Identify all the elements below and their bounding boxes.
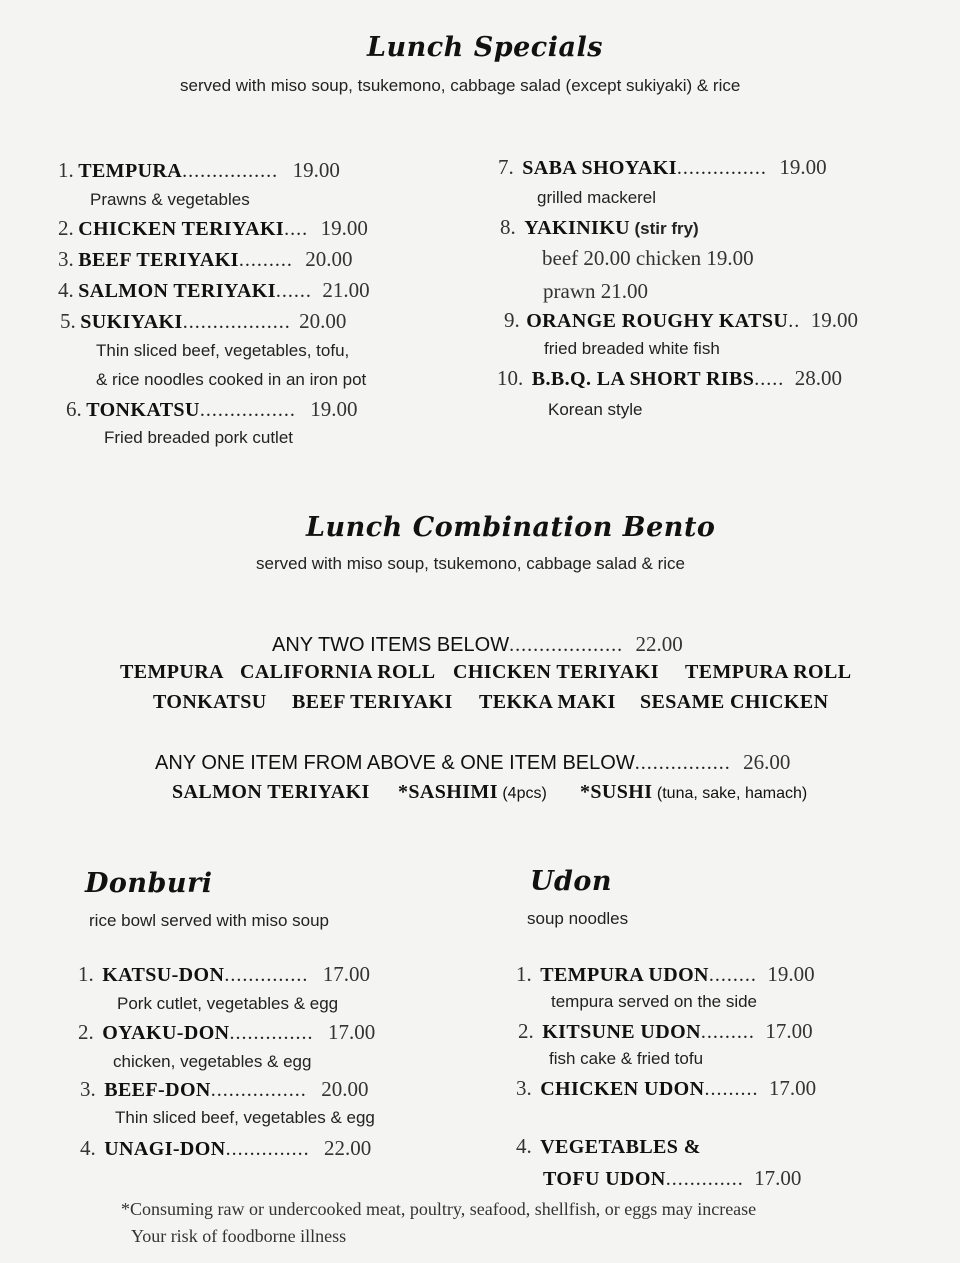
- item-name: SUKIYAKI: [80, 311, 183, 333]
- lunch-specials-subtitle: served with miso soup, tsukemono, cabbage salad (except sukiyaki) & rice: [180, 76, 741, 95]
- item-price: 21.00: [322, 278, 370, 302]
- menu-item: [58, 278, 370, 303]
- item-price-options: prawn 21.00: [543, 279, 648, 303]
- item-number: 8.: [500, 215, 516, 239]
- item-price: 17.00: [327, 1020, 376, 1044]
- bento-option: TONKATSU: [153, 691, 267, 713]
- bento-one-item-dots: ................: [634, 752, 731, 774]
- bento-title: Lunch Combination Bento: [306, 512, 716, 543]
- item-name: ORANGE ROUGHY KATSU: [526, 310, 789, 332]
- donburi-subtitle: rice bowl served with miso soup: [89, 911, 329, 930]
- bento-one-item-price: 26.00: [743, 750, 791, 774]
- item-number: 6.: [66, 397, 82, 421]
- bento-extra-name: *SASHIMI: [398, 781, 498, 803]
- item-name: KATSU-DON: [102, 964, 225, 986]
- item-price-options: beef 20.00 chicken 19.00: [542, 246, 754, 270]
- item-number: 1.: [516, 962, 532, 986]
- item-number: 4.: [516, 1134, 532, 1158]
- menu-item: [78, 962, 370, 987]
- item-name: B.B.Q. LA SHORT RIBS: [531, 368, 755, 390]
- item-name: BEEF TERIYAKI: [78, 249, 239, 271]
- menu-item: [80, 1077, 368, 1102]
- item-dots: ................: [210, 1079, 307, 1101]
- item-price: 17.00: [322, 962, 371, 986]
- item-description: Pork cutlet, vegetables & egg: [117, 994, 339, 1013]
- item-price: 20.00: [321, 1077, 369, 1101]
- bento-one-item-label: ANY ONE ITEM FROM ABOVE & ONE ITEM BELOW: [155, 752, 635, 774]
- item-name: TOFU UDON: [543, 1168, 666, 1190]
- item-price: 17.00: [765, 1019, 813, 1043]
- item-number: 10.: [497, 366, 524, 390]
- item-dots: .........: [238, 249, 293, 271]
- item-description: Thin sliced beef, vegetables & egg: [115, 1108, 375, 1127]
- item-price: 20.00: [305, 247, 353, 271]
- menu-item: [66, 397, 358, 422]
- item-name: CHICKEN TERIYAKI: [78, 218, 285, 240]
- item-description: chicken, vegetables & egg: [113, 1052, 312, 1071]
- menu-item: [78, 1020, 375, 1045]
- udon-title: Udon: [530, 866, 613, 897]
- item-name: SABA SHOYAKI: [522, 157, 677, 179]
- item-name: TONKATSU: [86, 399, 200, 421]
- item-name: KITSUNE UDON: [542, 1021, 701, 1043]
- bento-subtitle: served with miso soup, tsukemono, cabbage salad & rice: [256, 554, 686, 573]
- bento-extra-note: (tuna, sake, hamach): [656, 785, 808, 802]
- bento-extra-option: [398, 781, 547, 804]
- item-price: 19.00: [810, 308, 858, 332]
- bento-option: BEEF TERIYAKI: [292, 691, 453, 713]
- item-number: 9.: [504, 308, 520, 332]
- menu-item: [498, 155, 827, 180]
- item-number: 4.: [58, 278, 74, 302]
- bento-option: SESAME CHICKEN: [640, 691, 829, 713]
- item-note: (stir fry): [634, 219, 699, 238]
- item-price: 28.00: [794, 366, 842, 390]
- food-safety-note: *Consuming raw or undercooked meat, poultry, seafood, shellfish, or eggs may increase: [121, 1199, 757, 1219]
- item-description: fish cake & fried tofu: [549, 1049, 704, 1068]
- bento-option: TEKKA MAKI: [479, 691, 616, 713]
- item-number: 1.: [58, 158, 74, 182]
- menu-item-continued: [543, 1166, 801, 1191]
- bento-extra-note: (4pcs): [502, 785, 547, 802]
- menu-item: [60, 309, 346, 334]
- item-description: Prawns & vegetables: [90, 190, 250, 209]
- item-dots: ..............: [229, 1022, 314, 1044]
- item-number: 3.: [516, 1076, 532, 1100]
- bento-option: TEMPURA: [120, 661, 224, 683]
- item-description: Fried breaded pork cutlet: [104, 428, 293, 447]
- item-description: fried breaded white fish: [544, 339, 720, 358]
- item-price: 17.00: [754, 1166, 802, 1190]
- item-price: 19.00: [767, 962, 815, 986]
- item-price: 17.00: [768, 1076, 817, 1100]
- bento-option: TEMPURA ROLL: [685, 661, 852, 683]
- item-name: BEEF-DON: [104, 1079, 211, 1101]
- bento-two-items-line: [272, 632, 683, 657]
- item-number: 4.: [80, 1136, 96, 1160]
- item-name: CHICKEN UDON: [540, 1078, 705, 1100]
- item-price: 22.00: [324, 1136, 372, 1160]
- item-dots: ....: [284, 218, 309, 240]
- donburi-title: Donburi: [85, 868, 213, 899]
- item-price: 20.00: [299, 309, 347, 333]
- item-dots: ........: [708, 964, 757, 986]
- item-description: Korean style: [548, 400, 643, 419]
- menu-item: [58, 247, 353, 272]
- item-name: TEMPURA: [78, 160, 183, 182]
- item-dots: .........: [704, 1078, 759, 1100]
- menu-item: [516, 1134, 701, 1159]
- item-description: Thin sliced beef, vegetables, tofu,: [96, 341, 350, 360]
- item-name: TEMPURA UDON: [540, 964, 709, 986]
- bento-extra-option: [580, 781, 807, 804]
- item-dots: ......: [275, 280, 312, 302]
- item-dots: .....: [754, 368, 785, 390]
- item-number: 7.: [498, 155, 514, 179]
- bento-two-items-dots: ...................: [509, 634, 624, 656]
- item-number: 2.: [518, 1019, 534, 1043]
- bento-two-items-label: ANY TWO ITEMS BELOW: [272, 634, 510, 656]
- menu-item: [80, 1136, 371, 1161]
- item-dots: ...............: [676, 157, 767, 179]
- item-description: tempura served on the side: [551, 992, 758, 1011]
- bento-two-items-price: 22.00: [635, 632, 683, 656]
- item-price: 19.00: [320, 216, 368, 240]
- item-name: SALMON TERIYAKI: [78, 280, 276, 302]
- item-number: 3.: [58, 247, 74, 271]
- menu-item: [58, 158, 340, 183]
- bento-option: CALIFORNIA ROLL: [240, 661, 436, 683]
- item-name: OYAKU-DON: [102, 1022, 230, 1044]
- bento-extra-option: SALMON TERIYAKI: [172, 781, 370, 803]
- item-name: YAKINIKU: [524, 217, 631, 239]
- udon-subtitle: soup noodles: [527, 909, 629, 928]
- menu-item: [518, 1019, 813, 1044]
- item-dots: ................: [182, 160, 279, 182]
- item-dots: ..: [788, 310, 801, 332]
- item-dots: ..............: [224, 964, 309, 986]
- item-number: 2.: [58, 216, 74, 240]
- item-dots: ................: [199, 399, 296, 421]
- item-dots: ..................: [182, 311, 291, 333]
- item-number: 2.: [78, 1020, 94, 1044]
- item-dots: .............: [665, 1168, 744, 1190]
- item-number: 1.: [78, 962, 94, 986]
- item-description: & rice noodles cooked in an iron pot: [96, 370, 367, 389]
- item-price: 19.00: [292, 158, 340, 182]
- item-name: VEGETABLES &: [540, 1136, 701, 1158]
- bento-extra-name: *SUSHI: [580, 781, 653, 803]
- lunch-specials-title: Lunch Specials: [367, 32, 603, 63]
- menu-item: [497, 366, 842, 391]
- bento-one-item-line: [155, 750, 790, 775]
- menu-item: [516, 1076, 816, 1101]
- item-price: 19.00: [310, 397, 358, 421]
- item-description: grilled mackerel: [537, 188, 657, 207]
- item-name: UNAGI-DON: [104, 1138, 226, 1160]
- bento-option: CHICKEN TERIYAKI: [453, 661, 659, 683]
- menu-item: [504, 308, 858, 333]
- menu-item: [500, 215, 699, 240]
- menu-item: [58, 216, 368, 241]
- item-dots: ..............: [225, 1138, 310, 1160]
- item-number: 3.: [80, 1077, 96, 1101]
- food-safety-note-continued: Your risk of foodborne illness: [131, 1226, 347, 1246]
- menu-item: [516, 962, 815, 987]
- item-price: 19.00: [779, 155, 827, 179]
- item-number: 5.: [60, 309, 76, 333]
- item-dots: .........: [700, 1021, 755, 1043]
